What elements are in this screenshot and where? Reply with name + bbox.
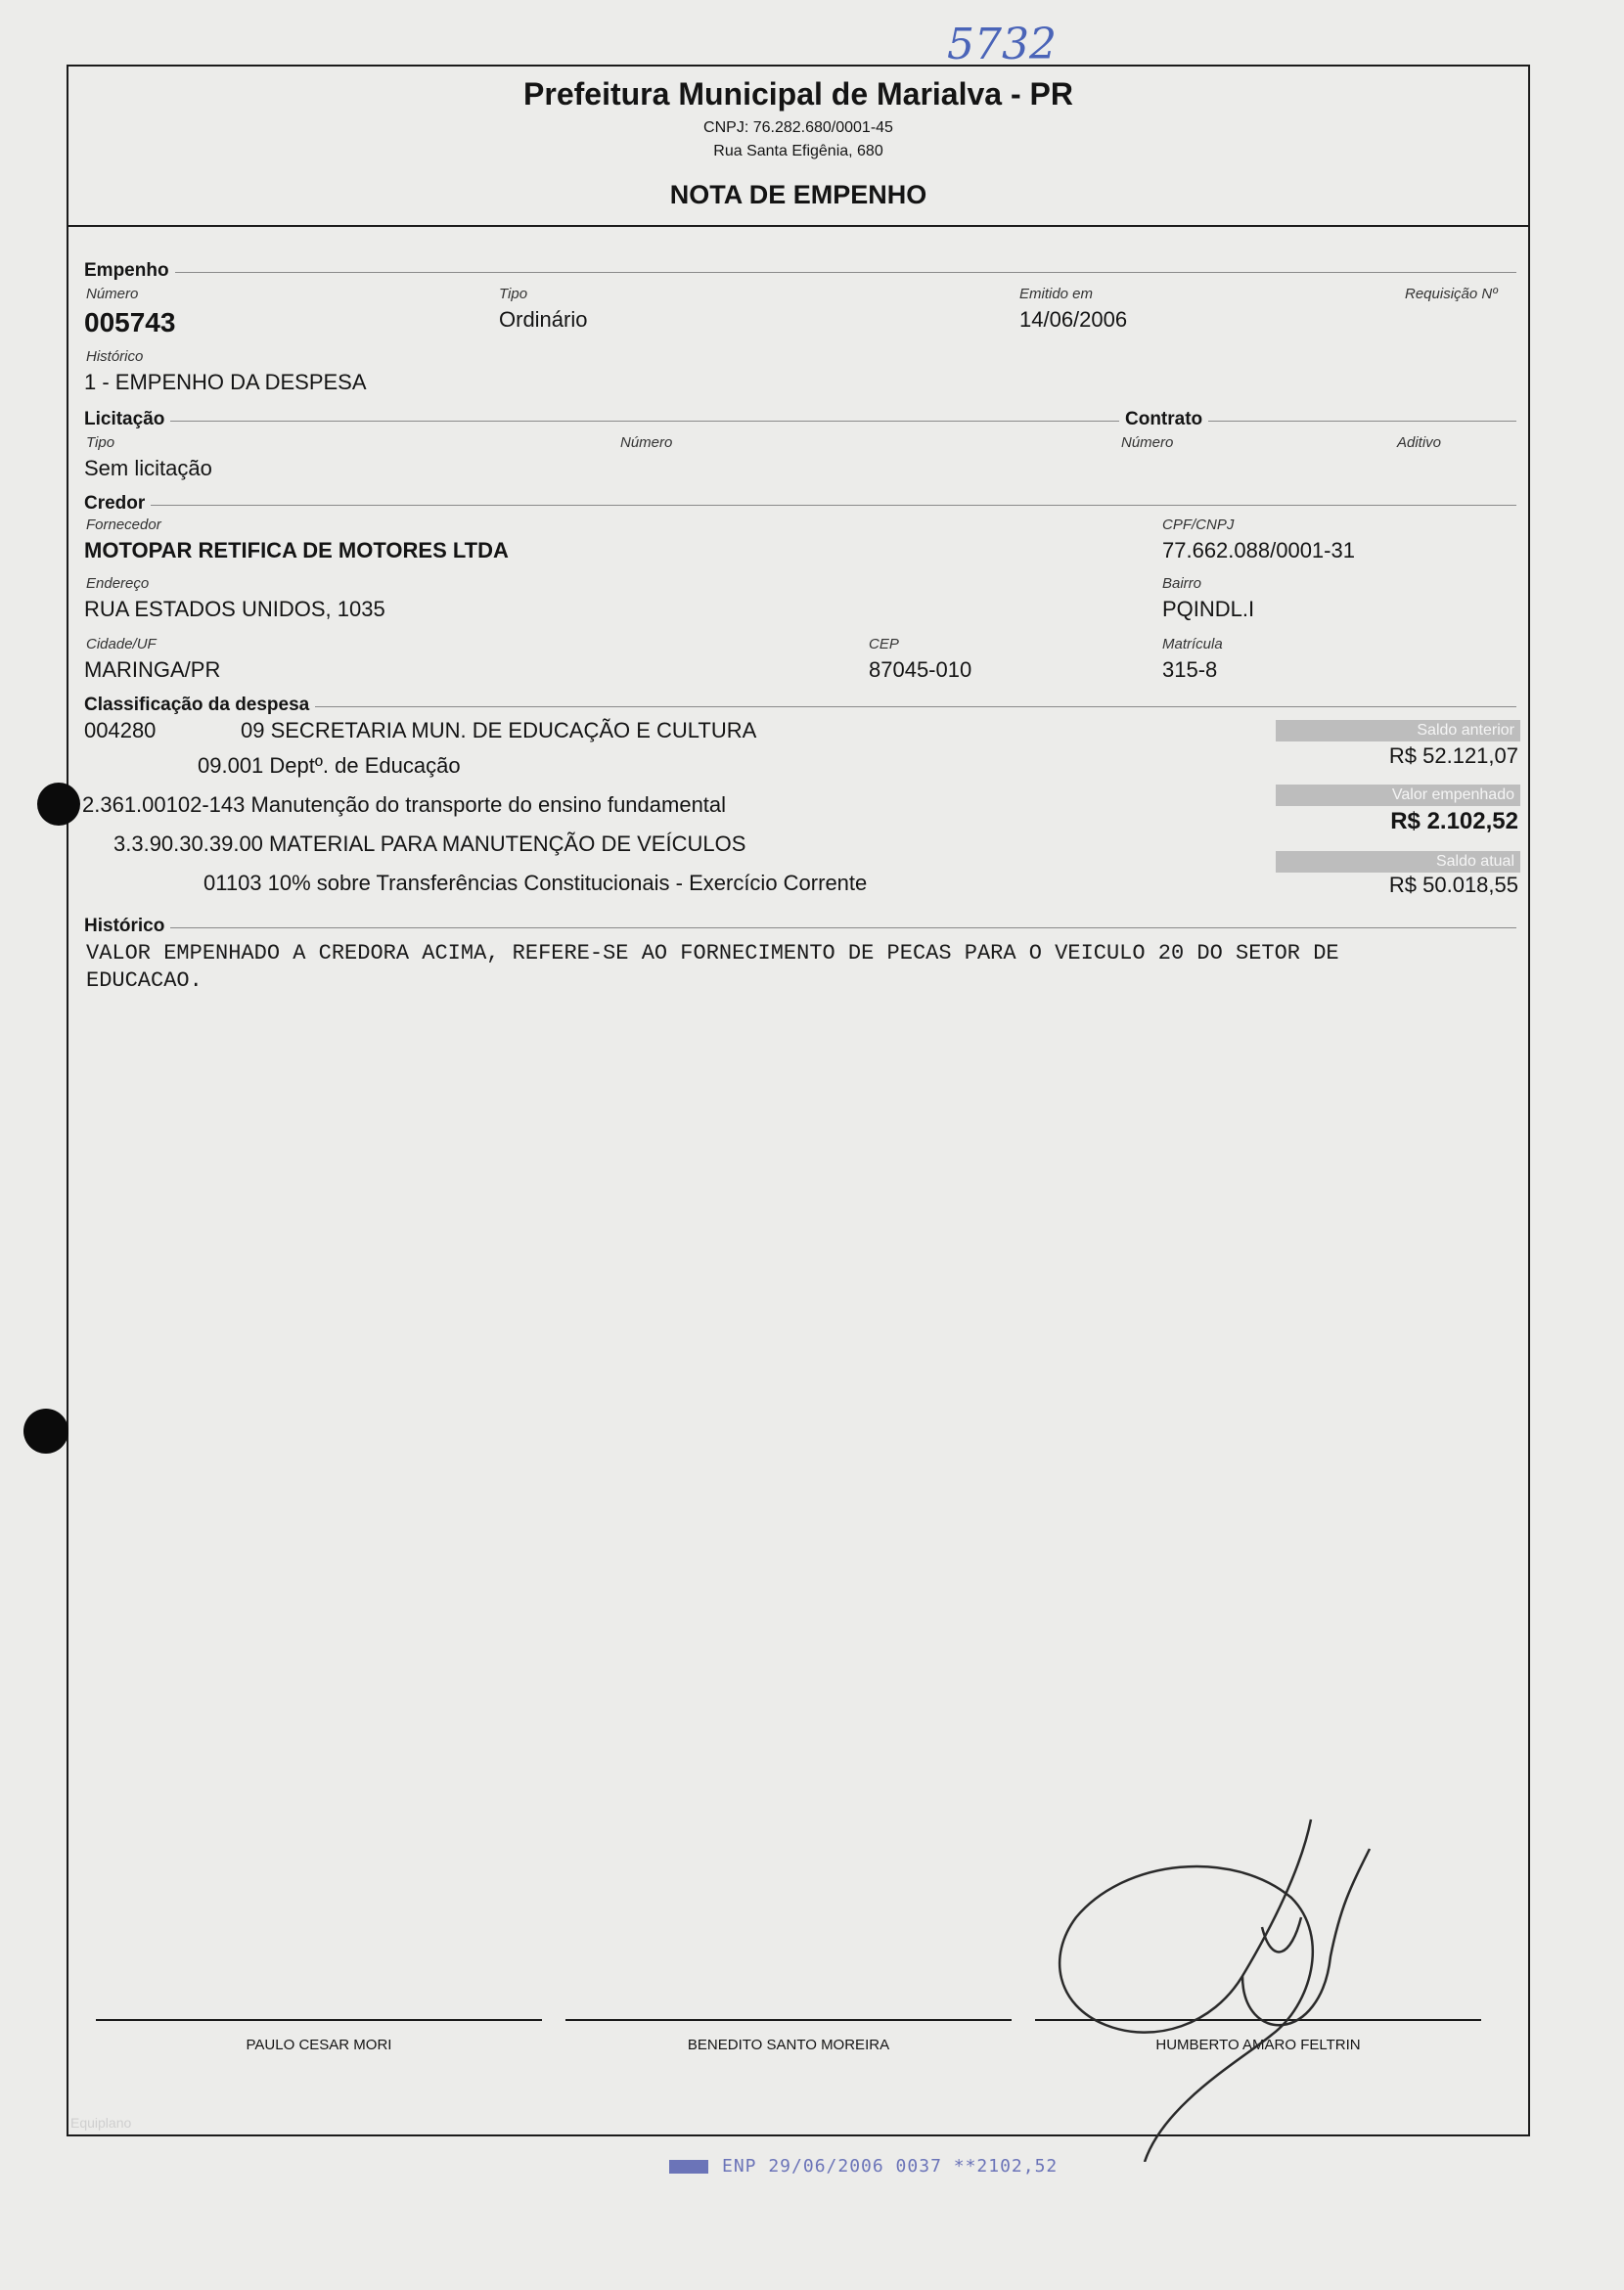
cpf-cnpj-value: 77.662.088/0001-31 — [1162, 538, 1355, 562]
fornecedor-label: Fornecedor — [86, 516, 161, 533]
punch-hole-top — [37, 783, 80, 826]
handwritten-number: 5732 — [947, 20, 1057, 69]
validation-stamp: ENP 29/06/2006 0037 **2102,52 — [669, 2156, 1058, 2177]
classificacao-line-5: 01103 10% sobre Transferências Constitucionais - Exercício Corrente — [203, 871, 868, 895]
empenho-tipo: Ordinário — [499, 307, 588, 332]
classificacao-line-4: 3.3.90.30.39.00 MATERIAL PARA MANUTENÇÃO DE VEÍCULOS — [113, 831, 746, 856]
classificacao-line-2: 09.001 Deptº. de Educação — [198, 753, 461, 778]
endereco-label: Endereço — [86, 575, 150, 592]
header-divider — [67, 225, 1530, 227]
credor-rule — [88, 505, 1516, 506]
stamp-logo-icon — [669, 2160, 708, 2174]
signature-line-2 — [565, 2019, 1012, 2021]
emitido-label: Emitido em — [1019, 286, 1094, 302]
bairro-value: PQINDL.I — [1162, 597, 1255, 621]
saldo-anterior-value: R$ 52.121,07 — [1388, 743, 1518, 768]
valor-empenhado-label: Valor empenhado — [1276, 785, 1520, 806]
document-title: NOTA DE EMPENHO — [669, 180, 927, 209]
licitacao-section-label: Licitação — [84, 409, 170, 430]
cidade-value: MARINGA/PR — [84, 657, 221, 682]
signature-name-1: PAULO CESAR MORI — [246, 2037, 392, 2053]
classificacao-line-3: 2.361.00102-143 Manutenção do transporte do ensino fundamental — [82, 792, 727, 817]
empenho-section-label: Empenho — [84, 260, 175, 282]
empenho-numero: 005743 — [84, 307, 176, 337]
licitacao-rule — [88, 421, 1516, 422]
saldo-atual-value: R$ 50.018,55 — [1388, 873, 1518, 897]
signature-line-1 — [96, 2019, 542, 2021]
historico-rule — [88, 927, 1516, 928]
classificacao-section-label: Classificação da despesa — [84, 695, 315, 716]
endereco-value: RUA ESTADOS UNIDOS, 1035 — [84, 597, 385, 621]
matricula-value: 315-8 — [1162, 657, 1218, 682]
historico-line-2: EDUCACAO. — [86, 968, 203, 993]
cidade-label: Cidade/UF — [86, 636, 157, 652]
valor-empenhado-value: R$ 2.102,52 — [1390, 808, 1518, 834]
cpf-cnpj-label: CPF/CNPJ — [1162, 516, 1235, 533]
empenho-historico: 1 - EMPENHO DA DESPESA — [84, 370, 367, 394]
cep-value: 87045-010 — [869, 657, 972, 682]
address-line: Rua Santa Efigênia, 680 — [713, 143, 883, 159]
cep-label: CEP — [869, 636, 899, 652]
signature-name-3: HUMBERTO AMARO FELTRIN — [1155, 2037, 1361, 2053]
saldo-anterior-label: Saldo anterior — [1276, 720, 1520, 741]
empenho-numero-label: Número — [86, 286, 139, 302]
fornecedor-name: MOTOPAR RETIFICA DE MOTORES LTDA — [84, 538, 509, 562]
emitido-date: 14/06/2006 — [1019, 307, 1128, 332]
classificacao-line-1: 09 SECRETARIA MUN. DE EDUCAÇÃO E CULTURA — [241, 718, 757, 742]
requisicao-label: Requisição Nº — [1405, 286, 1498, 302]
contrato-aditivo-label: Aditivo — [1397, 434, 1442, 451]
historico-section-label: Histórico — [84, 916, 170, 937]
contrato-section-label: Contrato — [1119, 409, 1208, 430]
empenho-historico-label: Histórico — [86, 348, 144, 365]
saldo-atual-label: Saldo atual — [1276, 851, 1520, 873]
credor-section-label: Credor — [84, 493, 151, 515]
licitacao-numero-label: Número — [620, 434, 673, 451]
contrato-numero-label: Número — [1121, 434, 1174, 451]
licitacao-tipo-label: Tipo — [86, 434, 115, 451]
empenho-tipo-label: Tipo — [499, 286, 528, 302]
bairro-label: Bairro — [1162, 575, 1202, 592]
historico-line-1: VALOR EMPENHADO A CREDORA ACIMA, REFERE-SE AO FORNECIMENTO DE PECAS PARA O VEICULO 20 DO SETOR DE — [86, 941, 1339, 965]
signature-name-2: BENEDITO SANTO MOREIRA — [687, 2037, 890, 2053]
licitacao-tipo: Sem licitação — [84, 456, 212, 480]
municipality-title: Prefeitura Municipal de Marialva - PR — [523, 76, 1073, 112]
handwritten-signature — [1017, 1810, 1428, 2162]
classificacao-code: 004280 — [84, 718, 157, 742]
empenho-rule — [88, 272, 1516, 273]
matricula-label: Matrícula — [1162, 636, 1223, 652]
punch-hole-bottom — [23, 1409, 68, 1454]
cnpj-line: CNPJ: 76.282.680/0001-45 — [703, 119, 893, 136]
software-watermark: Equiplano — [70, 2115, 132, 2131]
